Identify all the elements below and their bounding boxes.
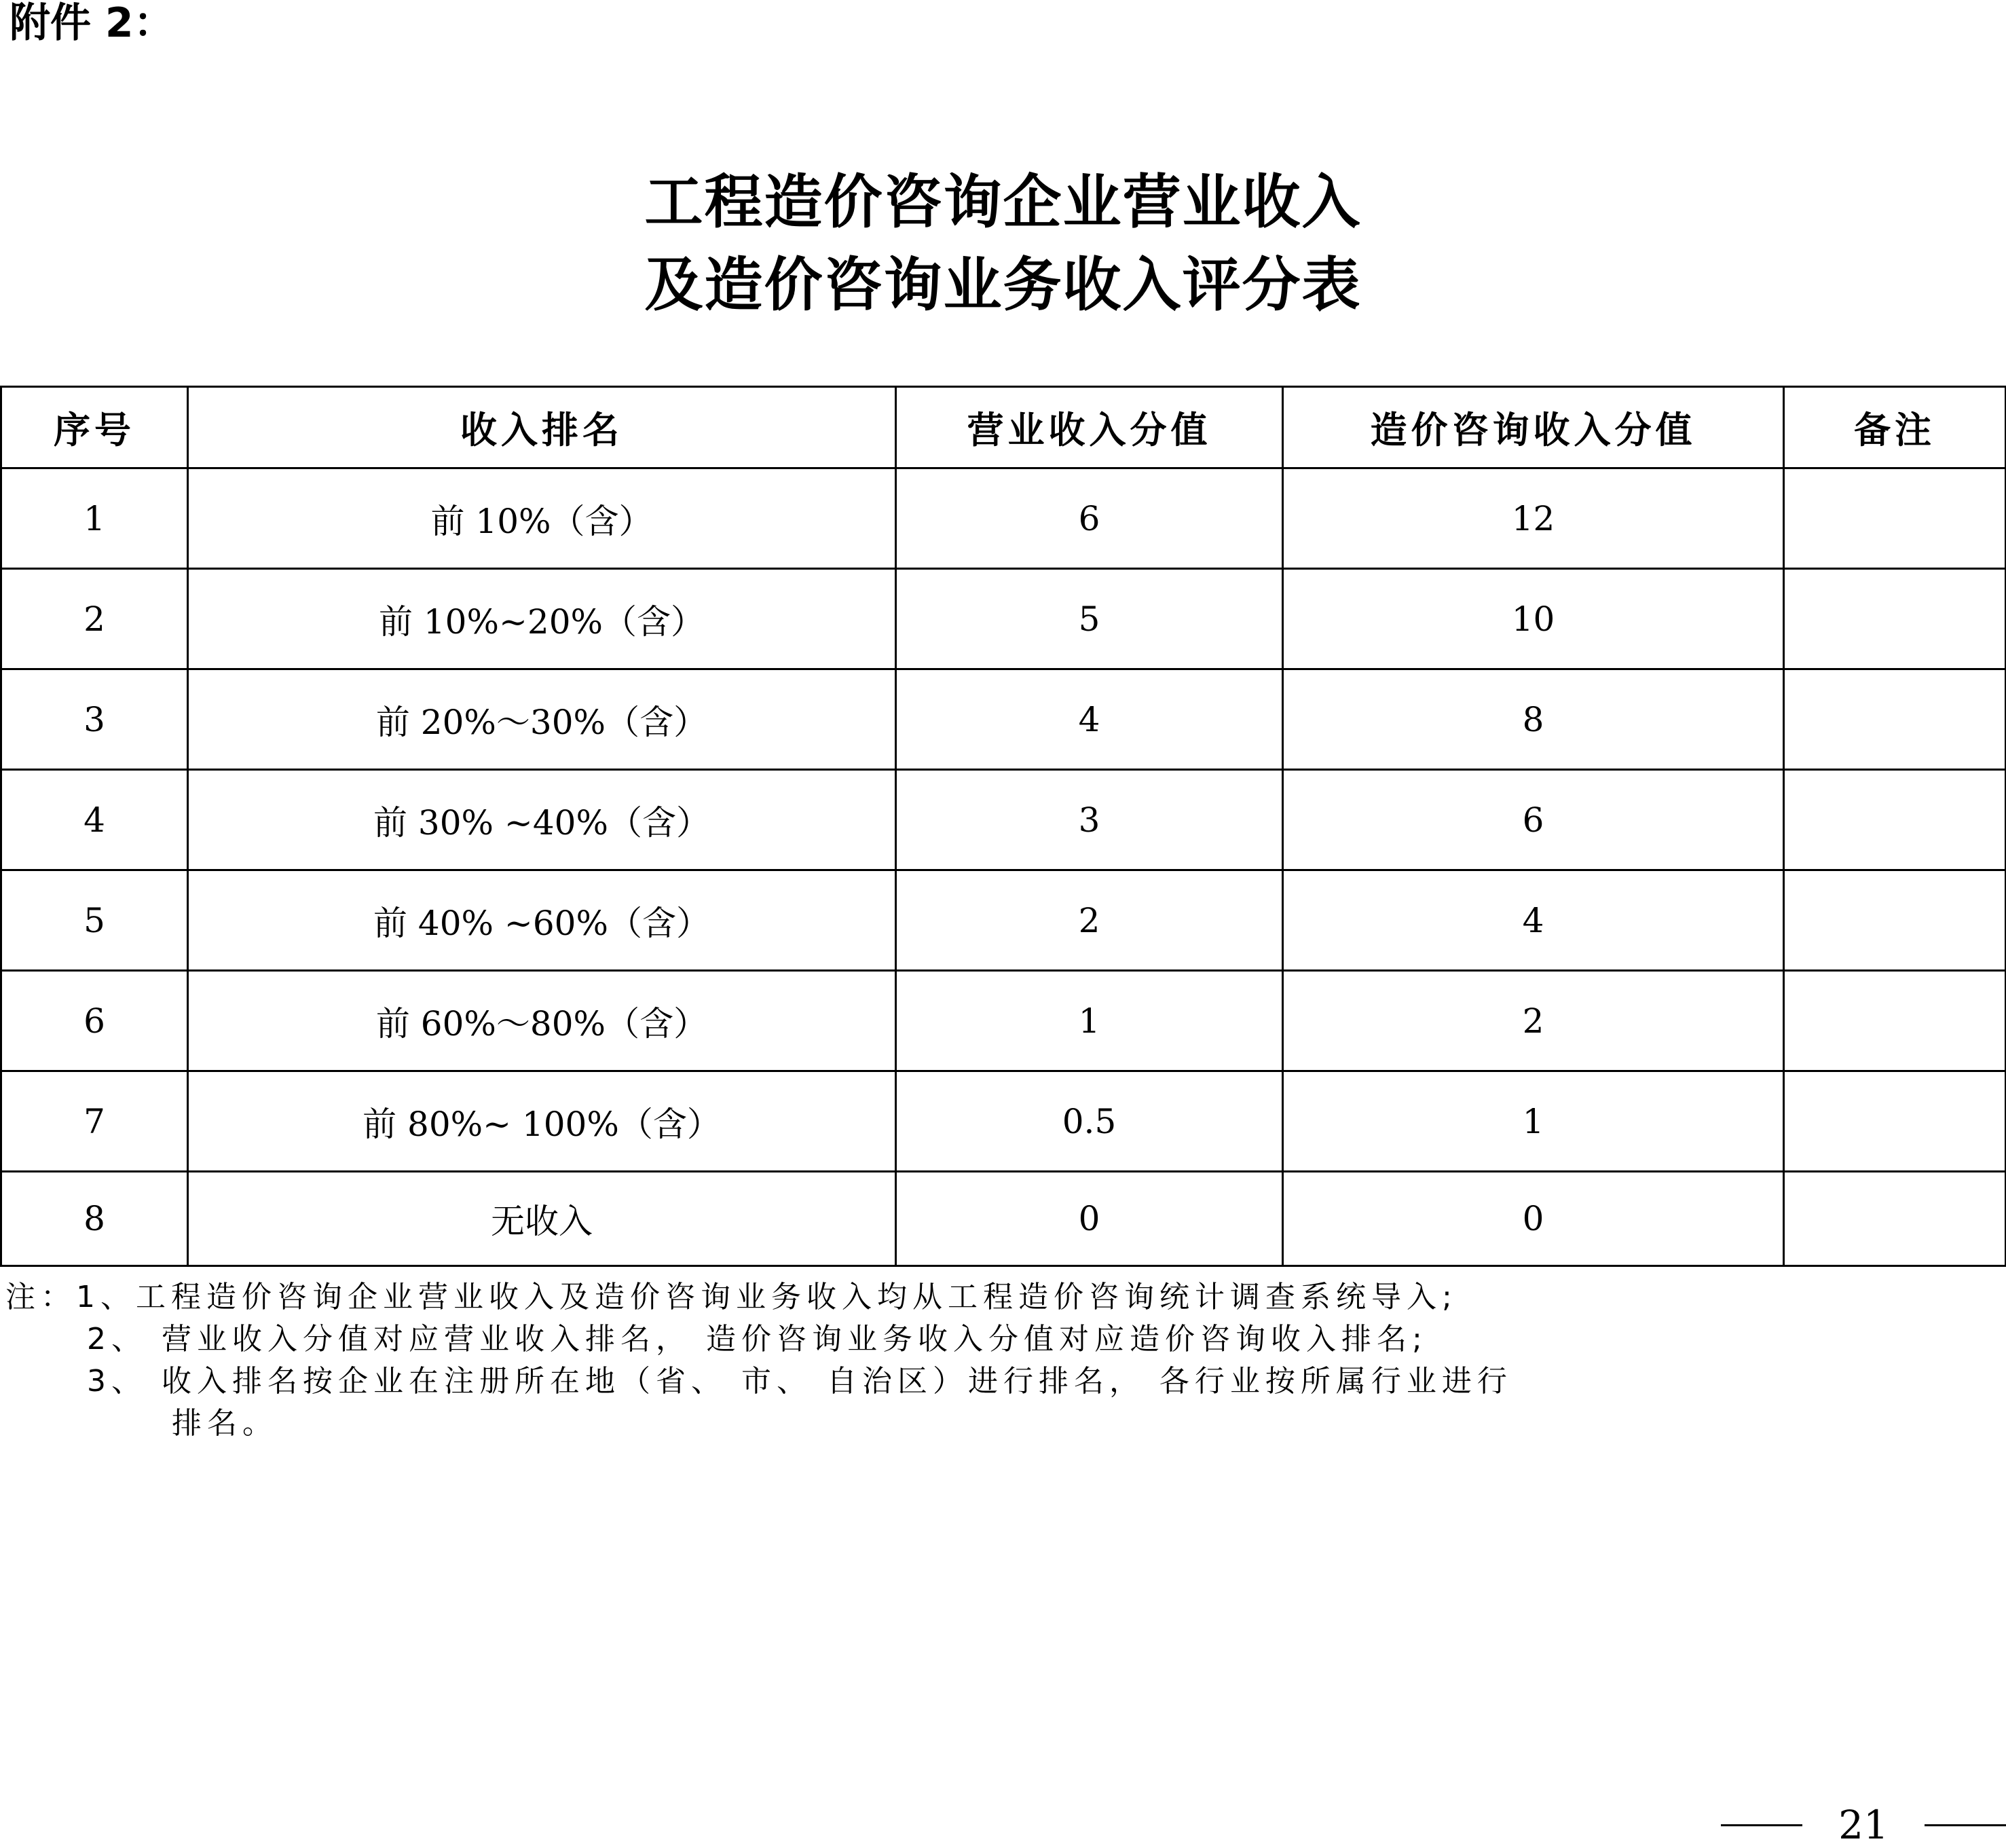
cell-remarks xyxy=(1784,870,2006,971)
cell-index: 5 xyxy=(1,870,188,971)
table-row xyxy=(1,1071,2006,1172)
cell-consulting-score: 12 xyxy=(1283,468,1784,569)
note-2: 2、 营业收入分值对应营业收入排名， 造价咨询业务收入分值对应造价咨询收入排名; xyxy=(87,1322,1428,1356)
table-row xyxy=(1,971,2006,1071)
cell-rank: 前 40% ~60%（含） xyxy=(188,870,896,971)
cell-index: 2 xyxy=(1,569,188,669)
cell-rank: 前 10%~20%（含） xyxy=(188,569,896,669)
cell-consulting-score: 4 xyxy=(1283,870,1784,971)
table-header-row xyxy=(1,387,2006,468)
cell-revenue-score: 6 xyxy=(896,468,1283,569)
table-row xyxy=(1,468,2006,569)
note-3: 3、 收入排名按企业在注册所在地（省、 市、 自治区）进行排名， 各行业按所属行业进行 xyxy=(87,1364,1512,1399)
footer-dash-left xyxy=(1721,1824,1802,1826)
cell-index: 8 xyxy=(1,1172,188,1266)
cell-rank: 前 80%~ 100%（含） xyxy=(188,1071,896,1172)
cell-remarks xyxy=(1784,669,2006,770)
table-row xyxy=(1,870,2006,971)
note-1: 注：1、工程造价咨询企业营业收入及造价咨询业务收入均从工程造价咨询统计调查系统导入; xyxy=(5,1280,1457,1314)
header-index: 序号 xyxy=(1,387,188,468)
cell-remarks xyxy=(1784,468,2006,569)
attachment-label: 附件 2： xyxy=(10,0,174,47)
cell-index: 6 xyxy=(1,971,188,1071)
table-row xyxy=(1,569,2006,669)
cell-remarks xyxy=(1784,971,2006,1071)
cell-rank: 前 10%（含） xyxy=(188,468,896,569)
cell-index: 1 xyxy=(1,468,188,569)
cell-rank: 无收入 xyxy=(188,1172,896,1266)
document-title-line-2: 及造价咨询业务收入评分表 xyxy=(644,251,1362,319)
header-revenue-score: 营业收入分值 xyxy=(896,387,1283,468)
table-row xyxy=(1,770,2006,870)
cell-rank: 前 20%～30%（含） xyxy=(188,669,896,770)
header-income-rank: 收入排名 xyxy=(188,387,896,468)
cell-index: 3 xyxy=(1,669,188,770)
cell-revenue-score: 2 xyxy=(896,870,1283,971)
cell-index: 4 xyxy=(1,770,188,870)
cell-consulting-score: 10 xyxy=(1283,569,1784,669)
cell-rank: 前 60%～80%（含） xyxy=(188,971,896,1071)
footer-dash-right xyxy=(1925,1824,2006,1826)
page-number: 21 xyxy=(1838,1802,1889,1848)
cell-remarks xyxy=(1784,1172,2006,1266)
cell-consulting-score: 1 xyxy=(1283,1071,1784,1172)
header-consulting-score: 造价咨询收入分值 xyxy=(1283,387,1784,468)
cell-remarks xyxy=(1784,569,2006,669)
cell-revenue-score: 0.5 xyxy=(896,1071,1283,1172)
cell-remarks xyxy=(1784,770,2006,870)
cell-index: 7 xyxy=(1,1071,188,1172)
cell-consulting-score: 2 xyxy=(1283,971,1784,1071)
page-footer xyxy=(1721,1802,2006,1848)
notes-section xyxy=(5,1276,2005,1445)
header-remarks: 备注 xyxy=(1784,387,2006,468)
cell-consulting-score: 6 xyxy=(1283,770,1784,870)
score-table xyxy=(0,386,2006,1267)
note-3-continuation: 排名。 xyxy=(172,1406,278,1441)
cell-revenue-score: 5 xyxy=(896,569,1283,669)
table-row xyxy=(1,669,2006,770)
cell-rank: 前 30% ~40%（含） xyxy=(188,770,896,870)
cell-consulting-score: 8 xyxy=(1283,669,1784,770)
cell-revenue-score: 1 xyxy=(896,971,1283,1071)
table-row xyxy=(1,1172,2006,1266)
cell-revenue-score: 0 xyxy=(896,1172,1283,1266)
cell-remarks xyxy=(1784,1071,2006,1172)
cell-consulting-score: 0 xyxy=(1283,1172,1784,1266)
cell-revenue-score: 4 xyxy=(896,669,1283,770)
cell-revenue-score: 3 xyxy=(896,770,1283,870)
document-title-line-1: 工程造价咨询企业营业收入 xyxy=(644,168,1362,236)
